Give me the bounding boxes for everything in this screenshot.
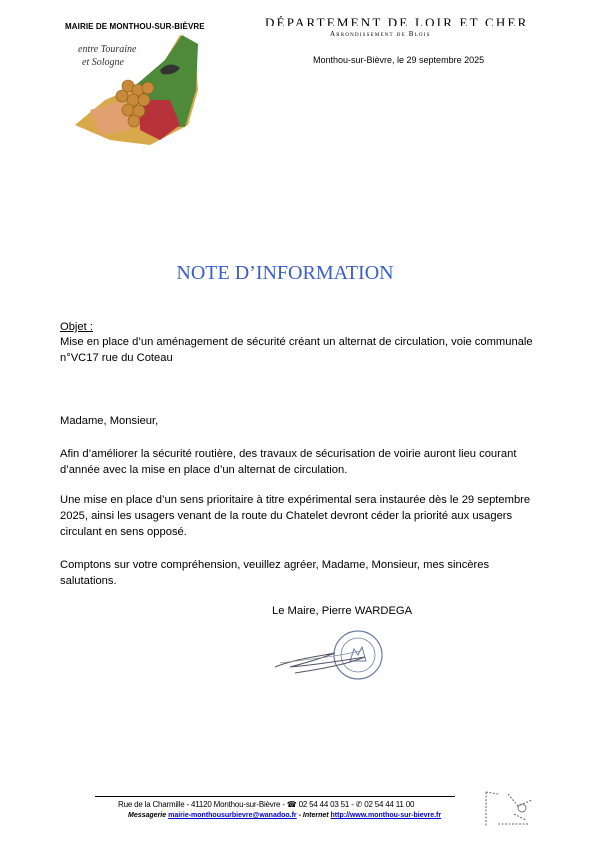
paragraph-2: Une mise en place d’un sens prioritaire à titre expérimental sera instaurée dès le 29 septembre 2025, ainsi les usagers venant de la route du Chatelet devront céder la priorité aux usagers circulant en sens opposé. [60,494,531,538]
footer-separator: - [296,812,303,819]
footer-contact [128,812,441,819]
messagerie-label: Messagerie [128,812,167,819]
page-title: NOTE D’INFORMATION [176,262,394,284]
paragraph-3: Comptons sur votre compréhension, veuillez agréer, Madame, Monsieur, mes sincères salutations. [60,559,490,587]
paragraph-1: Afin d’améliorer la sécurité routière, des travaux de sécurisation de voirie auront lieu courant d’année avec la mise en place d’un alternat de circulation. [60,448,517,476]
commune-logo [70,30,205,145]
website-link[interactable]: http://www.monthou-sur-bievre.fr [330,812,442,819]
official-stamp-signature [270,625,390,690]
letter-date: Monthou-sur-Bièvre, le 29 septembre 2025 [313,55,485,65]
corner-decorative-icon [478,786,544,832]
arrondissement-header: Arrondissement de Blois [330,30,431,36]
email-link[interactable]: mairie-monthousurbievre@wanadoo.fr [168,812,297,819]
internet-label: Internet [302,812,329,819]
signature-name: Le Maire, Pierre WARDEGA [272,605,413,617]
objet-label: Objet : [60,321,93,333]
objet-text: Mise en place d’un aménagement de sécurité créant un alternat de circulation, voie communale n°VC17 rue du Coteau [60,336,533,364]
footer-address: Rue de la Charmille - 41120 Monthou-sur-Bièvre - ☎ 02 54 44 03 51 - ✆ 02 54 44 11 00 [118,800,415,809]
logo-tagline-1: entre Touraine [78,44,137,55]
footer-divider [95,796,455,797]
mairie-name: MAIRIE DE MONTHOU-SUR-BIÈVRE [65,22,205,31]
logo-tagline-2: et Sologne [82,57,124,68]
department-header: DÉPARTEMENT DE LOIR ET CHER [265,16,529,26]
salutation: Madame, Monsieur, [60,415,159,427]
